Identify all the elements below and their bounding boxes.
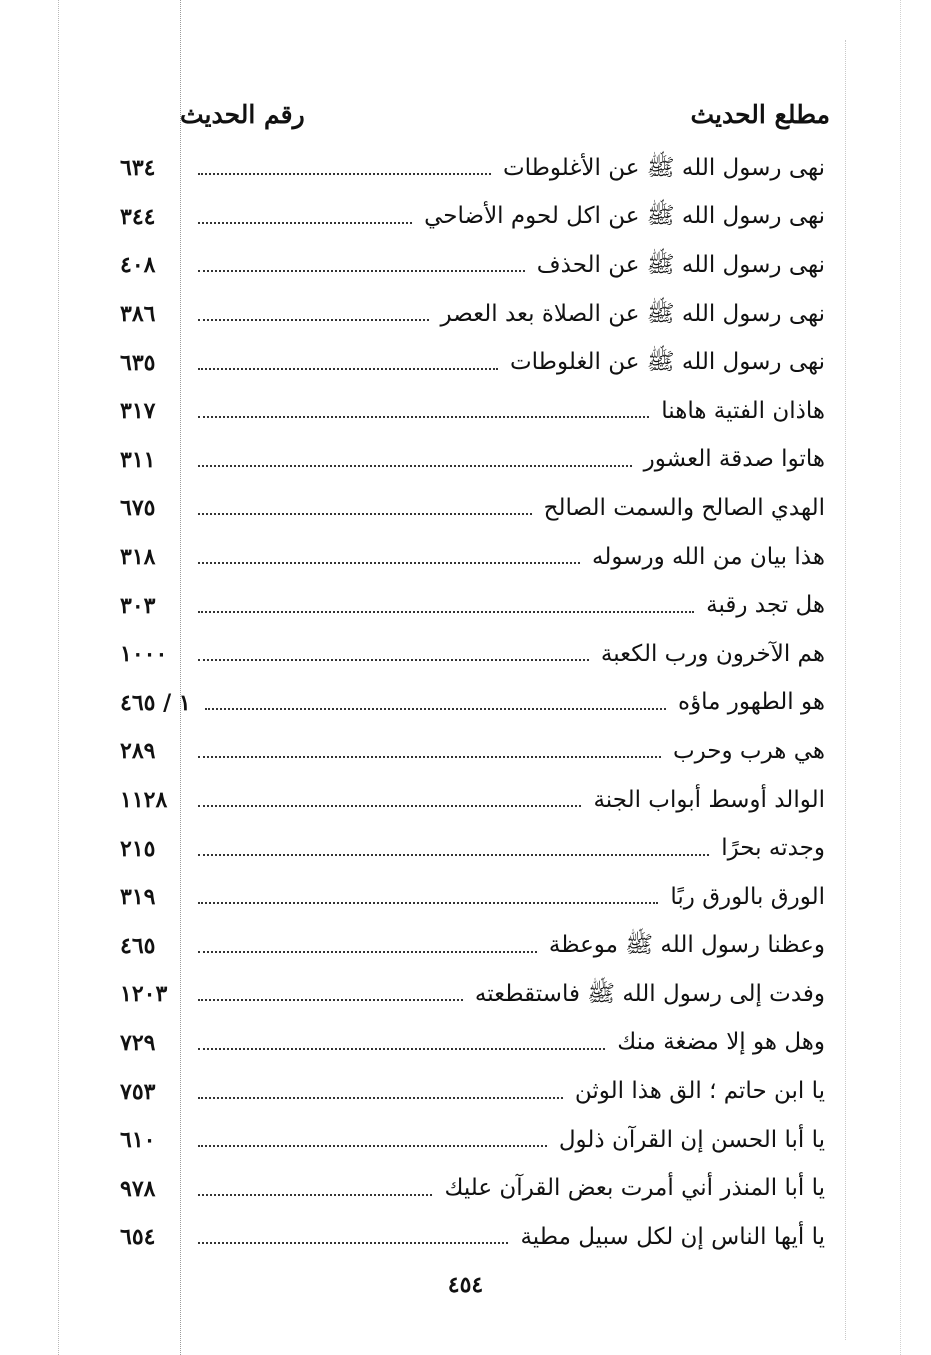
dot-leader: [198, 368, 498, 370]
index-entry-row: [120, 290, 825, 339]
column-title-hadith-opening: مطلع الحديث: [690, 99, 830, 129]
dot-leader: [198, 513, 532, 515]
index-entry-row: [120, 581, 825, 630]
index-entry-row: [120, 484, 825, 533]
hadith-opening-text: يا أيها الناس إن لكل سبيل مطية: [520, 1223, 825, 1250]
hadith-opening-text: يا أبا المنذر أني أمرت بعض القرآن عليك: [444, 1175, 825, 1202]
dot-leader: [198, 1048, 605, 1050]
index-entry-row: [120, 1213, 825, 1262]
hadith-opening-text: هم الآخرون ورب الكعبة: [600, 640, 825, 667]
hadith-number: ٣١٨: [120, 544, 156, 571]
index-entry-row: [120, 922, 825, 971]
hadith-opening-text: هاذان الفتية هاهنا: [661, 397, 825, 424]
hadith-number: ١٢٠٣: [120, 981, 168, 1008]
hadith-opening-text: يا ابن حاتم ؛ الق هذا الوثن: [574, 1078, 825, 1105]
dot-leader: [198, 611, 694, 613]
dot-leader: [198, 756, 661, 758]
hadith-opening-text: هاتوا صدقة العشور: [643, 446, 825, 473]
index-entry-row: [120, 824, 825, 873]
hadith-opening-text: يا أبا الحسن إن القرآن ذلول: [558, 1126, 825, 1153]
hadith-number: ٧٥٣: [120, 1078, 156, 1105]
index-entry-row: [120, 1116, 825, 1165]
hadith-number: ٦٥٤: [120, 1224, 156, 1251]
hadith-number: ٣٠٣: [120, 592, 156, 619]
hadith-opening-text: هي هرب وحرب: [672, 737, 825, 764]
hadith-opening-text: وجدته بحرًا: [721, 835, 825, 862]
dot-leader: [198, 270, 525, 272]
hadith-number: ١٠٠٠: [120, 641, 168, 668]
dot-leader: [198, 465, 632, 467]
index-entry-row: [120, 1019, 825, 1068]
dot-leader: [198, 1242, 508, 1244]
hadith-opening-text: هذا بيان من الله ورسوله: [592, 543, 825, 570]
dot-leader: [198, 805, 581, 807]
column-title-hadith-number: رقم الحديث: [180, 99, 305, 129]
hadith-opening-text: الوالد أوسط أبواب الجنة: [593, 786, 825, 813]
hadith-opening-text: هل تجد رقبة: [706, 592, 825, 619]
hadith-number: ٦٣٥: [120, 349, 156, 376]
dot-leader: [198, 562, 580, 564]
dot-leader: [198, 319, 429, 321]
dot-leader: [198, 222, 412, 224]
hadith-number: ٣٨٦: [120, 301, 156, 328]
hadith-number: ٤٦٥: [120, 932, 156, 959]
dot-leader: [198, 659, 589, 661]
page-number: ٤٥٤: [447, 1272, 484, 1298]
hadith-opening-text: الهدي الصالح والسمت الصالح: [543, 494, 825, 521]
hadith-number: ٤٠٨: [120, 252, 156, 279]
index-entry-row: [120, 630, 825, 679]
dot-leader: [198, 951, 537, 953]
hadith-opening-text: نهى رسول الله ﷺ عن الأغلوطات: [502, 154, 825, 181]
dot-leader: [198, 999, 463, 1001]
index-entry-row: [120, 873, 825, 922]
hadith-number: ٧٢٩: [120, 1029, 156, 1056]
hadith-opening-text: وهل هو إلا مضغة منك: [617, 1029, 825, 1056]
scan-guide-line: [58, 0, 59, 1355]
dot-leader: [198, 854, 709, 856]
hadith-opening-text: نهى رسول الله ﷺ عن الحذف: [536, 251, 825, 278]
hadith-number: ٦١٠: [120, 1127, 156, 1154]
index-entry-row: [120, 776, 825, 825]
dot-leader: [198, 1145, 547, 1147]
hadith-number: ٣١٧: [120, 398, 156, 425]
index-header: [150, 92, 830, 136]
index-entries-list: [120, 144, 825, 1262]
index-entry-row: [120, 144, 825, 193]
hadith-opening-text: نهى رسول الله ﷺ عن الصلاة بعد العصر: [440, 300, 825, 327]
dot-leader: [198, 416, 649, 418]
hadith-number: ١ / ٤٦٥: [120, 689, 191, 716]
hadith-number: ٣٤٤: [120, 203, 156, 230]
index-entry-row: [120, 970, 825, 1019]
scan-guide-line: [845, 40, 846, 1340]
index-entry-row: [120, 1164, 825, 1213]
hadith-opening-text: نهى رسول الله ﷺ عن اكل لحوم الأضاحي: [424, 203, 825, 230]
index-entry-row: [120, 679, 825, 728]
hadith-number: ٢١٥: [120, 835, 156, 862]
index-entry-row: [120, 387, 825, 436]
hadith-opening-text: الورق بالورق ربًا: [670, 883, 825, 910]
index-entry-row: [120, 436, 825, 485]
hadith-number: ٦٧٥: [120, 495, 156, 522]
dot-leader: [205, 708, 666, 710]
index-entry-row: [120, 338, 825, 387]
hadith-number: ٣١٩: [120, 884, 156, 911]
dot-leader: [198, 173, 491, 175]
scan-guide-line: [900, 0, 901, 1355]
hadith-number: ٢٨٩: [120, 738, 156, 765]
hadith-number: ٩٧٨: [120, 1175, 156, 1202]
dot-leader: [198, 1194, 432, 1196]
index-entry-row: [120, 241, 825, 290]
index-entry-row: [120, 193, 825, 242]
hadith-opening-text: وعظنا رسول الله ﷺ موعظة: [548, 932, 825, 959]
dot-leader: [198, 902, 658, 904]
dot-leader: [198, 1097, 563, 1099]
hadith-number: ١١٢٨: [120, 787, 168, 814]
index-entry-row: [120, 533, 825, 582]
hadith-opening-text: وفدت إلى رسول الله ﷺ فاستقطعته: [474, 980, 825, 1007]
index-entry-row: [120, 727, 825, 776]
index-entry-row: [120, 1067, 825, 1116]
hadith-opening-text: نهى رسول الله ﷺ عن الغلوطات: [509, 349, 825, 376]
hadith-opening-text: هو الطهور ماؤه: [678, 689, 825, 716]
hadith-number: ٦٣٤: [120, 155, 156, 182]
hadith-number: ٣١١: [120, 446, 156, 473]
